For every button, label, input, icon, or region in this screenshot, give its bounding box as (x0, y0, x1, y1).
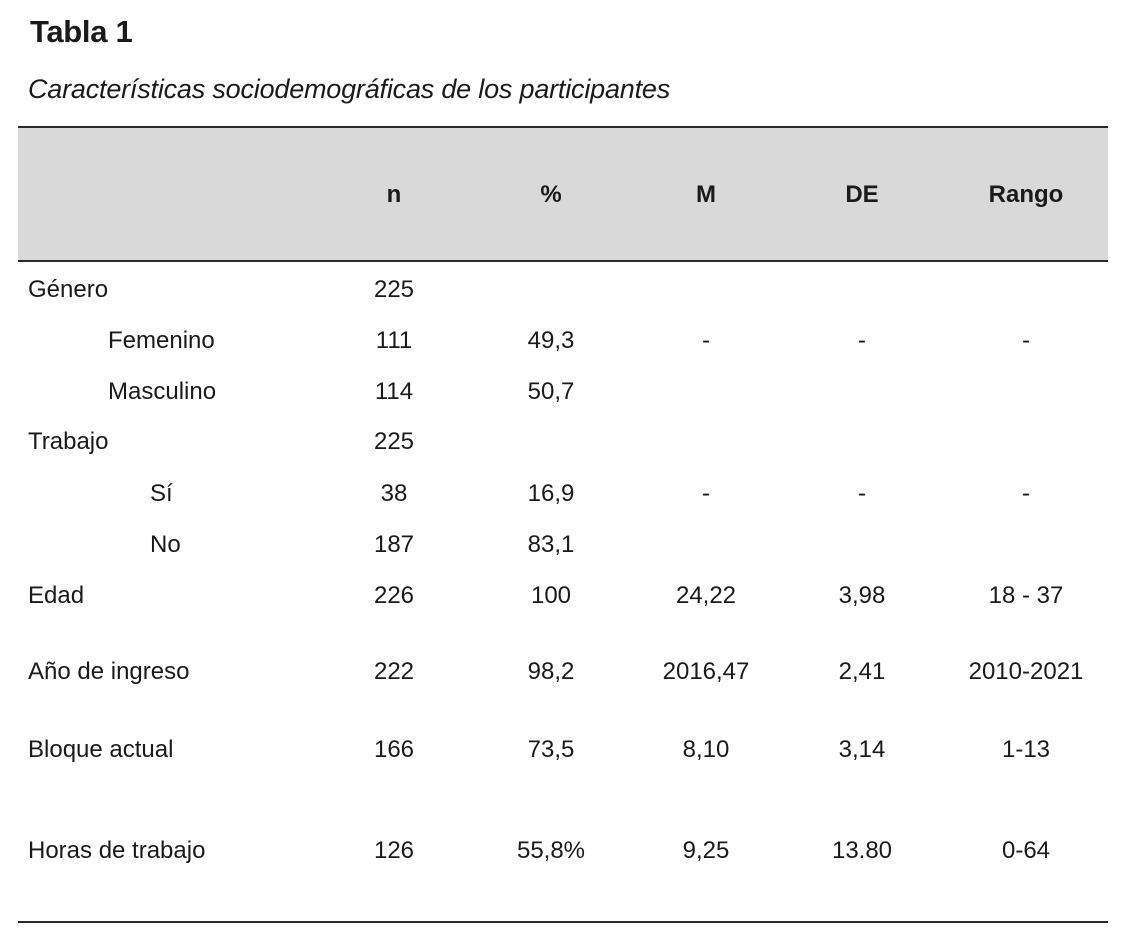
row-label: No (150, 531, 181, 558)
cell-n: 225 (373, 276, 415, 303)
cell-m: 2016,47 (662, 658, 750, 685)
cell-de: - (858, 480, 866, 507)
cell-n: 226 (373, 582, 415, 609)
row-label: Femenino (108, 327, 215, 354)
cell-n: 111 (375, 327, 413, 354)
cell-n: 166 (373, 736, 415, 763)
cell-percent: 49,3 (527, 327, 575, 354)
cell-n: 187 (373, 531, 415, 558)
column-header-m: M (696, 181, 716, 208)
column-header-de: DE (845, 181, 879, 208)
cell-rango: 18 - 37 (988, 582, 1064, 609)
row-label: Año de ingreso (28, 658, 190, 685)
row-label: Género (28, 276, 109, 303)
cell-n: 222 (373, 658, 415, 685)
cell-rango: 1-13 (1001, 736, 1051, 763)
cell-de: 13.80 (831, 837, 893, 864)
cell-n: 114 (374, 378, 414, 405)
cell-m: - (702, 480, 710, 507)
cell-m: 24,22 (675, 582, 737, 609)
cell-percent: 73,5 (527, 736, 575, 763)
cell-percent: 98,2 (527, 658, 575, 685)
cell-m: - (702, 327, 710, 354)
cell-de: 3,14 (838, 736, 886, 763)
cell-rango: - (1022, 327, 1030, 354)
cell-m: 8,10 (682, 736, 730, 763)
table-header (18, 126, 1108, 262)
row-label: Masculino (108, 378, 217, 405)
cell-n: 225 (373, 428, 415, 455)
column-header-rango: Rango (988, 181, 1064, 208)
row-label: Trabajo (28, 428, 109, 455)
table-title: Tabla 1 (30, 14, 133, 49)
table-bottom-rule (18, 921, 1108, 923)
cell-percent: 50,7 (527, 378, 575, 405)
cell-rango: 2010-2021 (968, 658, 1084, 685)
cell-de: 2,41 (838, 658, 886, 685)
cell-percent: 16,9 (527, 480, 575, 507)
cell-rango: 0-64 (1001, 837, 1051, 864)
cell-m: 9,25 (682, 837, 730, 864)
row-label: Sí (150, 480, 173, 507)
row-label: Horas de trabajo (28, 837, 206, 864)
cell-n: 38 (380, 480, 408, 507)
cell-percent: 83,1 (527, 531, 575, 558)
row-label: Edad (28, 582, 85, 609)
cell-n: 126 (373, 837, 415, 864)
row-label: Bloque actual (28, 736, 174, 763)
table-caption: Características sociodemográficas de los participantes (28, 74, 670, 104)
cell-rango: - (1022, 480, 1030, 507)
cell-de: - (858, 327, 866, 354)
column-header-percent: % (540, 181, 562, 208)
cell-de: 3,98 (838, 582, 886, 609)
column-header-n: n (386, 181, 402, 208)
cell-percent: 100 (530, 582, 572, 609)
cell-percent: 55,8% (516, 837, 586, 864)
